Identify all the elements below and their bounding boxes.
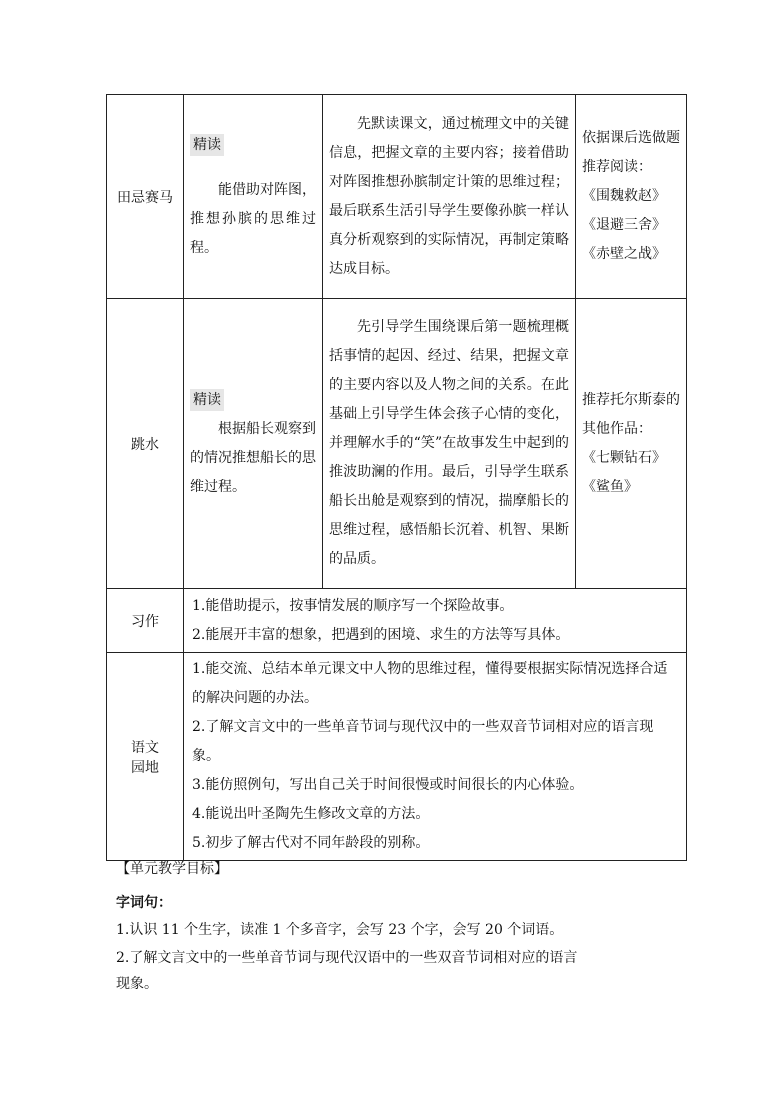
writing-goal: 1.能借助提示，按事情发展的顺序写一个探险故事。: [192, 597, 514, 614]
table-row: [107, 589, 687, 653]
section-title-cell: [107, 589, 184, 653]
writing-goal: 2.能展开丰富的想象，把遇到的困境、求生的方法等写具体。: [192, 626, 570, 643]
recommended-reading-cell: [576, 299, 687, 589]
section-heading: 【单元教学目标】: [116, 861, 228, 877]
garden-goal: 4.能说出叶圣陶先生修改文章的方法。: [192, 806, 430, 822]
lesson-title: 跳水: [131, 436, 159, 453]
recommended-reading-intro: 依据课后选做题推荐阅读：: [582, 130, 680, 175]
reading-goal-cell: [184, 299, 323, 589]
reading-type-tag: 精读: [190, 389, 224, 411]
section-title-cell: [107, 653, 184, 861]
garden-goal: 5.初步了解古代对不同年龄段的别称。: [192, 835, 430, 851]
garden-goal: 1.能交流、总结本单元课文中人物的思维过程，懂得要根据实际情况选择合适的解决问题的办法。: [192, 661, 668, 706]
reading-goal-cell: [184, 95, 323, 299]
garden-goal: 3.能仿照例句，写出自己关于时间很慢或时间很长的内心体验。: [192, 777, 584, 793]
lesson-title-cell: [107, 299, 184, 589]
writing-goals-cell: [184, 589, 687, 653]
book-title: 《围魏救赵》: [582, 188, 666, 204]
table-row: [107, 299, 687, 589]
teaching-strategy-cell: [323, 299, 576, 589]
teaching-strategy: 先引导学生围绕课后第一题梳理概括事情的起因、经过、结果，把握文章的主要内容以及人物之间的关系。在此基础上引导学生体会孩子心情的变化，并理解水手的“笑”在故事发生中起到的推波助澜的作用。最后，引导学生联系船长出舱是观察到的情况，揣摩船长的思维过程，感悟船长沉着、机智、果断的品质。: [329, 319, 569, 567]
book-title: 《赤壁之战》: [582, 246, 666, 262]
teaching-strategy-cell: [323, 95, 576, 299]
lesson-title-cell: [107, 95, 184, 299]
garden-goal: 2.了解文言文中的一些单音节词与现代汉中的一些双音节词相对应的语言现象。: [192, 719, 654, 764]
lesson-title: 田忌赛马: [117, 189, 173, 206]
reading-goal: 根据船长观察到的情况推想船长的思维过程。: [190, 420, 316, 495]
table-row: [107, 653, 687, 861]
unit-plan-table: [106, 94, 687, 861]
book-title: 《退避三舍》: [582, 217, 666, 233]
objective-line: 现象。: [116, 976, 158, 992]
garden-title-line: 园地: [131, 759, 159, 776]
table-row: [107, 95, 687, 299]
writing-title: 习作: [131, 613, 159, 630]
garden-goals-cell: [184, 653, 687, 861]
garden-title-line: 语文: [131, 739, 159, 756]
subheading: 字词句：: [116, 895, 172, 911]
reading-goal: 能借助对阵图，推想孙膑的思维过程。: [190, 181, 316, 256]
teaching-strategy: 先默读课文，通过梳理文中的关键信息，把握文章的主要内容；接着借助对阵图推想孙膑制定计策的思维过程；最后联系生活引导学生要像孙膑一样认真分析观察到的实际情况，再制定策略达成目标。: [329, 115, 569, 277]
objective-line: 1.认识 11 个生字，读准 1 个多音字，会写 23 个字，会写 20 个词语。: [116, 922, 564, 938]
objective-line: 2.了解文言文中的一些单音节词与现代汉语中的一些双音节词相对应的语言: [116, 950, 578, 966]
recommended-reading-intro: 推荐托尔斯泰的其他作品：: [582, 391, 680, 437]
book-title: 《七颗钻石》: [582, 449, 666, 466]
book-title: 《鲨鱼》: [582, 478, 638, 495]
recommended-reading-cell: [576, 95, 687, 299]
reading-type-tag: 精读: [190, 134, 224, 156]
